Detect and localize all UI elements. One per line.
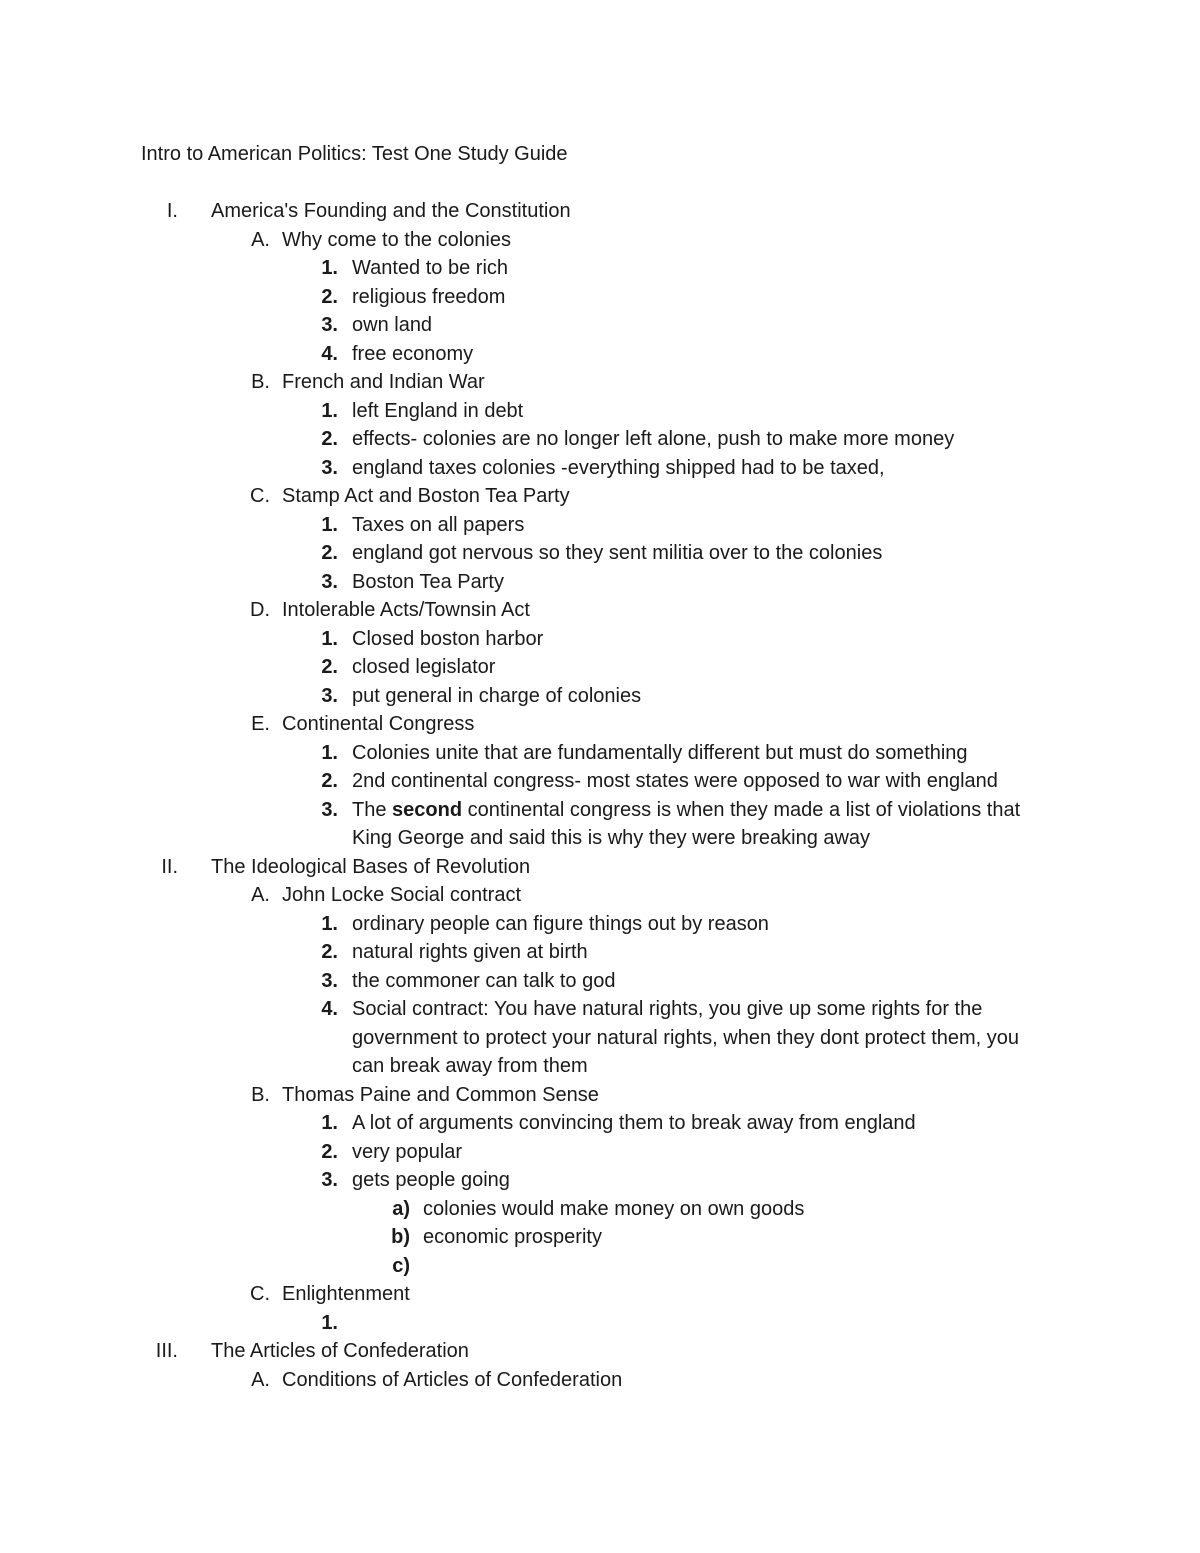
outline-item — [0, 995, 1200, 1081]
outline-item — [0, 340, 1200, 369]
item-marker: 1. — [321, 627, 338, 650]
outline-item — [0, 1166, 1200, 1195]
outline-subsection — [0, 596, 1200, 625]
outline-item — [0, 397, 1200, 426]
subsection-marker: D. — [250, 599, 270, 621]
outline-item — [0, 767, 1200, 796]
outline-item — [0, 539, 1200, 568]
outline-subsection — [0, 710, 1200, 739]
outline-subsection — [0, 1366, 1200, 1395]
item-marker: 1. — [321, 513, 338, 536]
outline-item — [0, 511, 1200, 540]
item-marker: 3. — [321, 570, 338, 593]
item-text — [352, 796, 1042, 853]
section-heading: The Ideological Bases of Revolution — [211, 855, 531, 878]
item-text: Colonies unite that are fundamentally different but must do something — [352, 741, 968, 764]
outline-subitem — [0, 1195, 1200, 1224]
outline-item — [0, 967, 1200, 996]
item-marker: 4. — [321, 998, 338, 1020]
outline-item — [0, 425, 1200, 454]
item-marker: 2. — [321, 542, 338, 564]
outline-section — [0, 1337, 1200, 1366]
subsection-heading: Intolerable Acts/Townsin Act — [282, 599, 530, 621]
outline-item — [0, 454, 1200, 483]
item-text: natural rights given at birth — [352, 941, 588, 963]
outline-subsection — [0, 482, 1200, 511]
outline-item — [0, 1309, 1200, 1338]
subitem-marker: b) — [391, 1226, 410, 1248]
item-marker: 2. — [321, 656, 338, 678]
item-text: england taxes colonies -everything shipped had to be taxed, — [352, 456, 885, 479]
item-marker: 1. — [321, 1112, 338, 1134]
subsection-marker: C. — [250, 485, 270, 507]
item-text-bold: second — [392, 798, 463, 821]
subsection-marker: A. — [251, 884, 270, 906]
item-text: 2nd continental congress- most states were opposed to war with england — [352, 770, 998, 792]
item-text: very popular — [352, 1140, 463, 1163]
item-text: put general in charge of colonies — [352, 684, 642, 707]
outline-item — [0, 1109, 1200, 1138]
subsection-heading: John Locke Social contract — [282, 884, 522, 906]
outline-item — [0, 283, 1200, 312]
subsection-heading: Stamp Act and Boston Tea Party — [282, 485, 570, 507]
item-text: A lot of arguments convincing them to break away from england — [352, 1112, 916, 1134]
subitem-marker: c) — [392, 1254, 410, 1277]
item-marker: 1. — [321, 399, 338, 422]
subitem-text: economic prosperity — [423, 1226, 602, 1248]
item-marker: 2. — [321, 428, 338, 450]
section-marker: I. — [166, 200, 178, 222]
item-text: religious freedom — [352, 285, 506, 308]
item-marker: 3. — [321, 456, 338, 479]
outline-item — [0, 568, 1200, 597]
item-text-end: continental congress is when they made a list of violations that King George and said this is why they were breaking away — [352, 798, 1021, 849]
section-marker: II. — [161, 855, 178, 878]
subsection-heading: Thomas Paine and Common Sense — [282, 1083, 599, 1106]
outline-item — [0, 653, 1200, 682]
item-marker: 3. — [321, 684, 338, 707]
item-text: Closed boston harbor — [352, 627, 544, 650]
section-heading: The Articles of Confederation — [211, 1340, 469, 1362]
item-marker: 1. — [321, 257, 338, 279]
item-text: Boston Tea Party — [352, 570, 504, 593]
item-text: Wanted to be rich — [352, 257, 509, 279]
outline-item — [0, 910, 1200, 939]
item-marker: 2. — [321, 770, 338, 792]
outline-subsection — [0, 1280, 1200, 1309]
subitem-text: colonies would make money on own goods — [423, 1197, 805, 1220]
item-text: england got nervous so they sent militia over to the colonies — [352, 542, 883, 564]
outline-item — [0, 1138, 1200, 1167]
item-marker: 1. — [321, 741, 338, 764]
item-text: left England in debt — [352, 399, 524, 422]
subsection-marker: A. — [251, 228, 270, 251]
item-marker: 1. — [321, 1311, 338, 1334]
item-marker: 3. — [321, 314, 338, 336]
item-text: own land — [352, 314, 433, 336]
subitem-marker: a) — [392, 1197, 410, 1220]
subsection-marker: E. — [251, 713, 270, 735]
subsection-heading: French and Indian War — [282, 371, 485, 393]
item-marker: 2. — [321, 941, 338, 963]
section-marker: III. — [155, 1340, 178, 1362]
item-marker: 2. — [321, 1140, 338, 1163]
item-marker: 3. — [321, 1169, 338, 1191]
subsection-marker: B. — [251, 1083, 270, 1106]
item-text: the commoner can talk to god — [352, 969, 616, 992]
outline-item — [0, 311, 1200, 340]
outline — [0, 197, 1200, 1394]
subsection-marker: B. — [251, 371, 270, 393]
subsection-heading: Continental Congress — [282, 713, 475, 735]
item-text: ordinary people can figure things out by reason — [352, 912, 769, 935]
item-marker: 2. — [321, 285, 338, 308]
item-text: gets people going — [352, 1169, 510, 1191]
item-marker: 1. — [321, 912, 338, 935]
item-text: free economy — [352, 342, 474, 365]
outline-item — [0, 739, 1200, 768]
outline-subitem — [0, 1223, 1200, 1252]
document-title: Intro to American Politics: Test One Study Guide — [141, 143, 568, 165]
outline-item — [0, 254, 1200, 283]
outline-subsection — [0, 1081, 1200, 1110]
outline-item — [0, 938, 1200, 967]
item-text: closed legislator — [352, 656, 496, 678]
item-text: Social contract: You have natural rights, you give up some rights for the government to protect your natural rights, when they dont protect them, you can break away from them — [352, 998, 1020, 1077]
subsection-marker: A. — [251, 1368, 270, 1391]
subsection-marker: C. — [250, 1283, 270, 1305]
outline-subitem — [0, 1252, 1200, 1281]
section-heading: America's Founding and the Constitution — [211, 200, 571, 222]
item-text: effects- colonies are no longer left alone, push to make more money — [352, 428, 955, 450]
item-marker: 4. — [321, 342, 338, 365]
item-marker: 3. — [321, 798, 338, 821]
item-marker: 3. — [321, 969, 338, 992]
outline-section — [0, 197, 1200, 226]
subsection-heading: Conditions of Articles of Confederation — [282, 1368, 623, 1391]
outline-subsection — [0, 226, 1200, 255]
outline-subsection — [0, 881, 1200, 910]
outline-item — [0, 682, 1200, 711]
outline-item — [0, 796, 1200, 853]
outline-item — [0, 625, 1200, 654]
item-text-start: The — [352, 798, 393, 821]
outline-subsection — [0, 368, 1200, 397]
subsection-heading: Why come to the colonies — [282, 228, 511, 251]
outline-section — [0, 853, 1200, 882]
item-text: Taxes on all papers — [352, 513, 525, 536]
subsection-heading: Enlightenment — [282, 1283, 410, 1305]
